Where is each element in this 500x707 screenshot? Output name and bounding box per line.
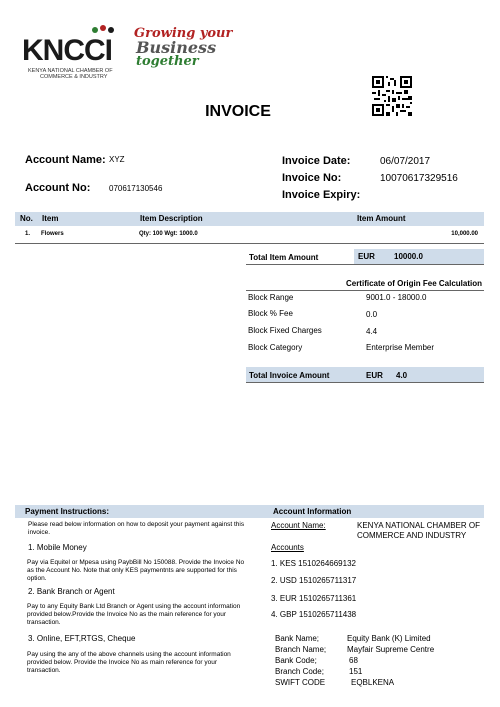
logo-sub-line1: KENYA NATIONAL CHAMBER OF	[28, 68, 113, 74]
account-entry: 2. USD 1510265711317	[271, 576, 357, 585]
total-invoice-value: 4.0	[396, 371, 408, 380]
cert-row-value: 4.4	[366, 327, 378, 336]
total-item-currency: EUR	[358, 252, 375, 261]
method-mobile-text: Pay via Equitel or Mpesa using PaybBill No 150088. Provide the Invoice No as the Account No. Note that only KES paymentnts are supported for this option.	[27, 559, 245, 582]
invoice-date-label: Invoice Date:	[282, 155, 351, 167]
tagline-together: together	[136, 54, 199, 69]
logo-sub-line2: COMMERCE & INDUSTRY	[40, 74, 108, 80]
account-no-value: 070617130546	[109, 184, 163, 193]
invoice-no-value: 10070617329516	[380, 173, 458, 184]
cert-row-value: Enterprise Member	[366, 343, 435, 352]
account-no-label: Account No:	[25, 182, 91, 194]
method-online-title: 3. Online, EFT,RTGS, Cheque	[28, 634, 136, 643]
invoice-date-value: 06/07/2017	[380, 156, 431, 167]
invoice-expiry-label: Invoice Expiry:	[282, 189, 361, 201]
bank-code-value: 68	[349, 656, 358, 665]
payment-heading: Payment Instructions:	[25, 507, 110, 516]
account-name-info-value: KENYA NATIONAL CHAMBER OF COMMERCE AND INDUSTRY	[357, 521, 480, 540]
col-item-amount: Item Amount	[357, 214, 406, 223]
cert-row-label: Block Range	[248, 293, 294, 302]
col-no: No.	[20, 214, 33, 223]
cert-row-label: Block Fixed Charges	[248, 326, 322, 335]
tagline-growing: Growing your	[134, 26, 233, 41]
method-bank-text: Pay to any Equity Bank Ltd Branch or Agent using the account information provided below.Provide the Invoice No as the main reference for your transaction.	[27, 603, 241, 626]
certificate-divider	[246, 290, 484, 291]
total-invoice-currency: EUR	[366, 371, 383, 380]
account-entry: 4. GBP 1510265711438	[271, 610, 357, 619]
account-entry: 3. EUR 1510265711361	[271, 594, 357, 603]
certificate-heading: Certificate of Origin Fee Calculation	[345, 279, 482, 288]
col-item-description: Item Description	[140, 214, 203, 223]
method-online-text: Pay using the any of the above channels using the account information provided below. Provide the Invoice No as main reference for your transaction.	[27, 651, 231, 674]
row-item: Flowers	[41, 231, 64, 237]
cert-row-value: 0.0	[366, 310, 378, 319]
account-name-info-label: Account Name:	[271, 521, 326, 530]
account-name-label: Account Name:	[25, 154, 106, 166]
logo-name: KNCCI	[22, 34, 112, 67]
bank-code-label: Bank Code;	[275, 656, 317, 665]
cert-row-label: Block % Fee	[248, 309, 293, 318]
account-entry: 1. KES 1510264669132	[271, 559, 356, 568]
account-info-heading: Account Information	[273, 507, 352, 516]
method-bank-title: 2. Bank Branch or Agent	[28, 587, 115, 596]
total-item-label: Total Item Amount	[249, 253, 319, 262]
row-amount: 10,000.00	[451, 231, 478, 237]
invoice-no-label: Invoice No:	[282, 172, 342, 184]
total-item-value: 10000.0	[394, 252, 423, 261]
table-row	[15, 229, 484, 241]
items-table-header	[15, 212, 484, 226]
accounts-label: Accounts	[271, 543, 304, 552]
divider	[15, 243, 484, 244]
page-title: INVOICE	[205, 103, 271, 120]
logo-figure-icon	[90, 24, 116, 40]
payment-intro: Please read below information on how to deposit your payment against this invoice.	[28, 521, 245, 536]
bank-name-label: Bank Name;	[275, 634, 320, 643]
tagline-business: Business	[136, 38, 217, 57]
branch-code-label: Branch Code;	[275, 667, 324, 676]
branch-name-value: Mayfair Supreme Centre	[347, 645, 435, 654]
col-item: Item	[42, 214, 59, 223]
total-item-bar	[246, 249, 484, 265]
row-description: Qty: 100 Wgt: 1000.0	[139, 231, 198, 237]
bank-name-value: Equity Bank (K) Limited	[347, 634, 431, 643]
row-no: 1.	[25, 231, 31, 237]
method-mobile-title: 1. Mobile Money	[28, 543, 87, 552]
swift-code-label: SWIFT CODE	[275, 678, 326, 687]
kncci-logo	[22, 24, 132, 84]
total-invoice-label: Total Invoice Amount	[249, 371, 330, 380]
cert-row-label: Block Category	[248, 343, 303, 352]
total-invoice-bar	[246, 367, 484, 383]
account-name-value: XYZ	[109, 155, 125, 164]
swift-code-value: EQBLKENA	[351, 678, 395, 687]
cert-row-value: 9001.0 - 18000.0	[366, 293, 427, 302]
branch-code-value: 151	[349, 667, 363, 676]
branch-name-label: Branch Name;	[275, 645, 327, 654]
